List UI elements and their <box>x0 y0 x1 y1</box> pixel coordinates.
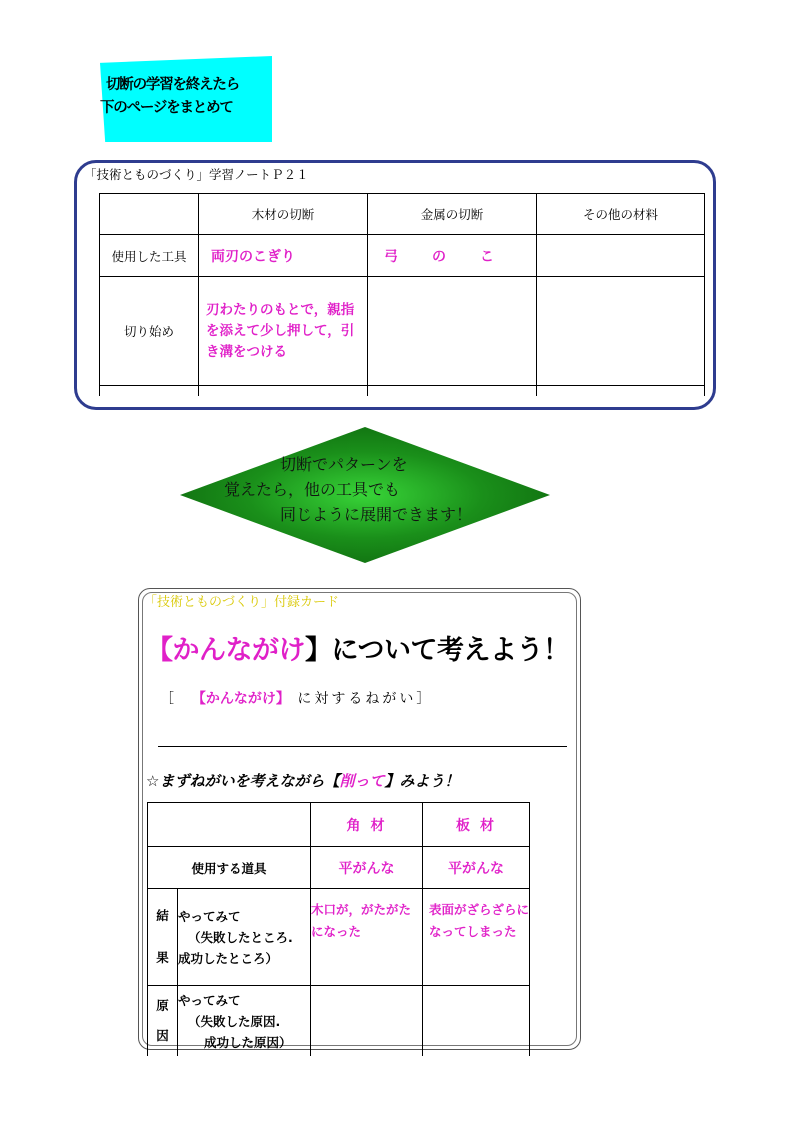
result-char-1: 結 <box>156 908 169 923</box>
header-square-lumber: 角材 <box>311 803 423 847</box>
cell-other-start <box>537 277 705 386</box>
cell-other-tool <box>537 235 705 277</box>
result-char-2: 果 <box>156 950 169 965</box>
row-label-result <box>148 889 178 986</box>
cell-tool-col2: 平がんな <box>423 847 530 889</box>
row-label-start: 切り始め <box>100 277 199 386</box>
header-board: 板材 <box>423 803 530 847</box>
cause-char-2: 因 <box>156 1028 169 1043</box>
instruction <box>146 770 460 791</box>
diamond-line-1: 切断でパターンを <box>280 455 408 474</box>
result-description <box>178 889 311 986</box>
wish-keyword: 【かんながけ】 <box>191 691 290 707</box>
cell-blank <box>199 386 368 397</box>
cause-description <box>178 986 311 1057</box>
heading-bracket-close: 】 <box>305 635 332 666</box>
cell-cause-col1 <box>311 986 423 1057</box>
cell-blank <box>537 386 705 397</box>
result-desc-3: 成功したところ） <box>178 950 279 966</box>
cause-char-1: 原 <box>156 998 169 1013</box>
cause-desc-2: （失敗した原因. <box>188 1013 281 1029</box>
card-heading <box>146 628 569 667</box>
row-label-cause <box>148 986 178 1057</box>
card-table <box>147 802 530 1050</box>
instruction-keyword: 削って <box>339 772 385 790</box>
note-line-1: 切断の学習を終えたら <box>106 77 239 93</box>
wish-prompt <box>160 688 433 708</box>
heading-keyword: かんながけ <box>172 635 305 666</box>
heading-rest: について考えよう！ <box>331 635 570 666</box>
instruction-post: みよう！ <box>399 772 460 790</box>
instruction-bracket-open: 【 <box>324 772 340 790</box>
heading-bracket-open: 【 <box>146 635 173 666</box>
diamond-line-3: 同じように展開できます！ <box>280 505 473 524</box>
cause-desc-3: 成功した原因） <box>204 1034 292 1050</box>
cell-metal-start <box>368 277 537 386</box>
notebook-table <box>99 193 705 395</box>
header-corner <box>100 194 199 235</box>
wish-rest: に対するねがい］ <box>297 691 434 707</box>
row-label-tool: 使用した工具 <box>100 235 199 277</box>
note-box-text <box>100 74 300 120</box>
card-title: 「技術とものづくり」付録カード <box>144 595 340 610</box>
result-desc-2: （失敗したところ. <box>188 929 293 945</box>
cell-wood-start: 刃わたりのもとで，親指を添えて少し押して，引き溝をつける <box>199 277 368 386</box>
instruction-pre: ☆まずねがいを考えながら <box>146 772 325 790</box>
card-header-corner <box>148 803 311 847</box>
diamond-line-2: 覚えたら，他の工具でも <box>224 480 401 499</box>
answer-line <box>158 746 567 747</box>
row-label-tool: 使用する道具 <box>148 847 311 889</box>
cell-wood-tool: 両刃のこぎり <box>199 235 368 277</box>
cell-blank <box>368 386 537 397</box>
header-other: その他の材料 <box>537 194 705 235</box>
note-line-2: 下のページをまとめて <box>100 100 233 116</box>
wish-bracket: ［ <box>160 691 177 707</box>
instruction-bracket-close: 】 <box>384 772 400 790</box>
cell-result-col1: 木口が，がたがたになった <box>311 889 423 986</box>
header-metal: 金属の切断 <box>368 194 537 235</box>
cell-result-col2: 表面がざらざらになってしまった <box>423 889 530 986</box>
notebook-title: 「技術とものづくり」学習ノートＰ２１ <box>84 167 309 182</box>
cell-blank <box>100 386 199 397</box>
cell-cause-col2 <box>423 986 530 1057</box>
cause-desc-1: やってみて <box>178 992 241 1008</box>
result-desc-1: やってみて <box>178 908 241 924</box>
header-wood: 木材の切断 <box>199 194 368 235</box>
cell-metal-tool: 弓 の こ <box>368 235 537 277</box>
cell-tool-col1: 平がんな <box>311 847 423 889</box>
